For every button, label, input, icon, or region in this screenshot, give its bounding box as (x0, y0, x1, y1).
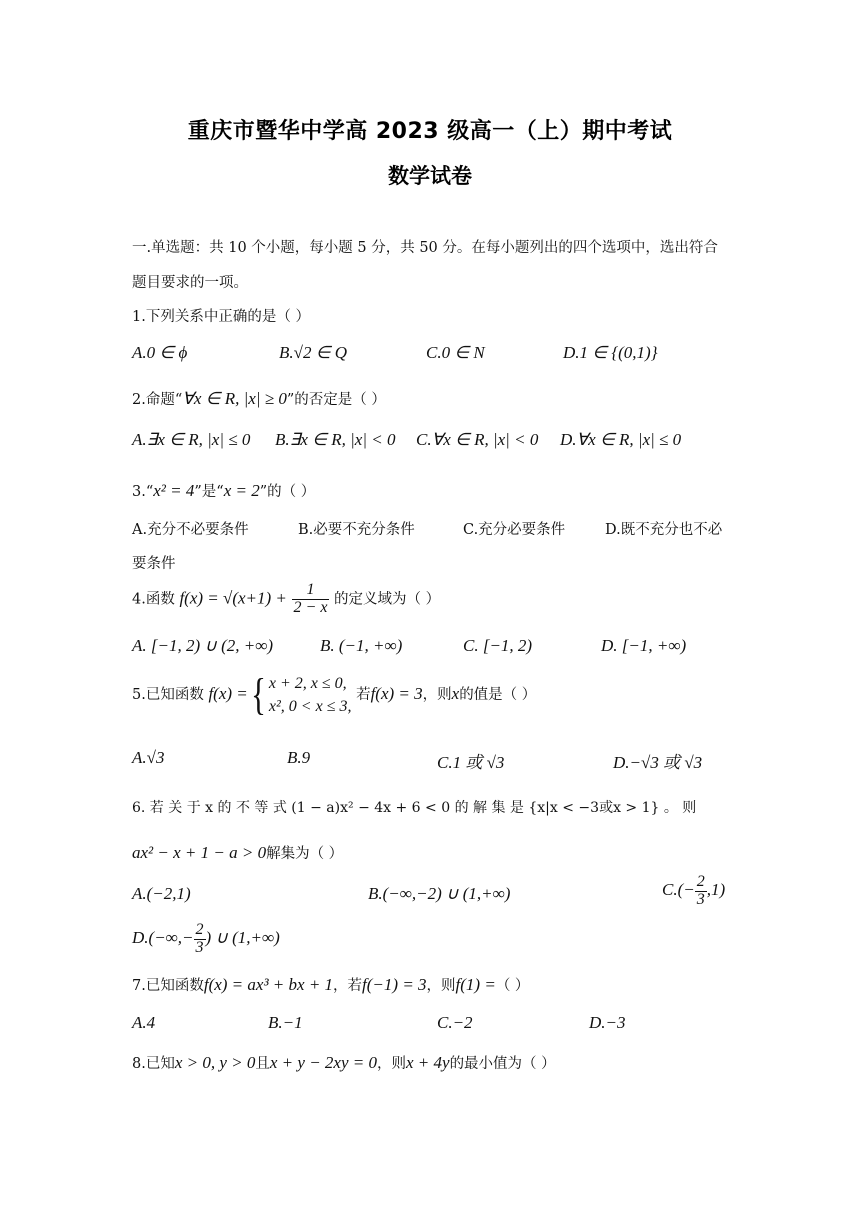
question-4-fraction-num: 1 (292, 582, 330, 600)
question-1-option-b: B.√2 ∈ Q (279, 343, 348, 362)
question-2-option-b: B.∃x ∈ R, |x| < 0 (275, 430, 396, 449)
question-6-stem-math: ax² − x + 1 − a > 0 (132, 843, 267, 862)
question-5-brace: { (250, 670, 266, 720)
question-6-option-c-den: 3 (696, 890, 705, 908)
question-6-stem-line1: 6. 若 关 于 x 的 不 等 式 (1 − a)x² − 4x + 6 < 0 的 解 集 是 {x|x < −3或x > 1} 。 则 (132, 800, 697, 816)
question-8-stem-mid2: ，则 (377, 1056, 406, 1072)
question-8-stem-math2: x + y − 2xy = 0 (269, 1053, 377, 1072)
question-6-option-c-tail: ,1) (706, 880, 726, 900)
question-8-stem-suffix: 的最小值为（ ） (449, 1056, 556, 1072)
question-4-fraction-den: 2 − x (293, 598, 328, 616)
question-5-option-c: C.1 或 √3 (437, 753, 505, 772)
question-4-stem-prefix: 4.函数 (132, 591, 175, 608)
question-5-case-1: x + 2, x ≤ 0, (268, 675, 347, 692)
question-5-stem-math3: x (451, 684, 460, 704)
question-2-stem-suffix: ”的否定是（ ） (286, 392, 386, 408)
question-8-stem-math3: x + 4y (406, 1053, 450, 1072)
question-5-stem-mid1: 若 (356, 687, 371, 704)
question-4-stem-math: f(x) = √(x+1) + (179, 588, 287, 608)
question-7-option-a: A.4 (132, 1013, 156, 1032)
question-5-stem (132, 672, 536, 718)
exam-subtitle: 数学试卷 (388, 164, 472, 188)
question-1-option-a: A.0 ∈ ϕ (132, 343, 188, 362)
question-6-option-c (662, 874, 725, 909)
question-8-stem-math: x > 0, y > 0 (174, 1053, 256, 1072)
question-7-stem-mid: ，若 (333, 978, 363, 994)
question-6-stem-suffix: 解集为（ ） (266, 846, 344, 862)
question-7-stem-math: f(x) = ax³ + bx + 1 (203, 975, 334, 994)
question-4-fraction (292, 582, 330, 617)
question-1-option-d: D.1 ∈ {(0,1)} (563, 343, 658, 362)
question-6-option-c-num: 2 (696, 873, 705, 890)
question-4-stem (132, 582, 440, 617)
question-7-stem-math2: f(−1) = 3 (362, 975, 427, 994)
question-2-option-d: D.∀x ∈ R, |x| ≤ 0 (560, 430, 682, 449)
question-3-option-d: D.既不充分也不必 (605, 522, 723, 538)
question-3-stem-math1: x² = 4 (153, 481, 195, 500)
question-6-option-d-fraction (194, 922, 206, 957)
question-5-stem-math2: f(x) = 3 (370, 684, 423, 704)
question-4-option-b: B. (−1, +∞) (320, 636, 403, 655)
question-6-option-d-den: 3 (195, 938, 204, 956)
exam-title: 重庆市暨华中学高 2023 级高一（上）期中考试 (187, 119, 673, 144)
question-6-option-d-num: 2 (195, 921, 204, 938)
question-3-option-a: A.充分不必要条件 (132, 522, 249, 538)
question-2-stem-math: ∀x ∈ R, |x| ≥ 0 (182, 389, 287, 408)
question-3-stem-prefix: 3.“ (132, 484, 154, 500)
question-6-option-c-prefix: C.(− (662, 880, 695, 900)
question-3-option-d-wrap: 要条件 (132, 556, 176, 572)
question-3-option-c: C.充分必要条件 (463, 522, 566, 538)
question-7-option-c: C.−2 (437, 1013, 473, 1032)
question-3-stem (132, 480, 315, 501)
question-8-stem-mid: 且 (255, 1056, 270, 1072)
question-5-option-b: B.9 (287, 748, 311, 767)
question-2-option-c: C.∀x ∈ R, |x| < 0 (416, 430, 539, 449)
section-instructions-line2: 题目要求的一项。 (132, 275, 248, 291)
question-1-stem: 1.下列关系中正确的是（ ） (132, 309, 310, 325)
section-instructions-line1: 一.单选题：共 10 个小题，每小题 5 分，共 50 分。在每小题列出的四个选项中，选出符合 (132, 240, 718, 256)
question-5-case-2: x², 0 < x ≤ 3, (268, 698, 352, 716)
question-6-option-c-fraction (695, 874, 707, 909)
question-7-stem-math3: f(1) = (455, 975, 496, 994)
question-6-option-a: A.(−2,1) (132, 884, 191, 903)
question-8-stem (132, 1052, 556, 1073)
question-5-stem-prefix: 5.已知函数 (132, 687, 204, 704)
question-6-stem-line2 (132, 842, 343, 863)
question-3-option-b: B.必要不充分条件 (298, 522, 415, 538)
question-1-option-c: C.0 ∈ N (426, 343, 485, 362)
question-4-option-d: D. [−1, +∞) (601, 636, 687, 655)
question-5-cases (269, 672, 352, 718)
question-2-stem-prefix: 2.命题“ (132, 392, 183, 408)
question-6-option-d-tail: ) ∪ (1,+∞) (205, 928, 280, 948)
question-5-stem-mid2: ，则 (422, 687, 452, 704)
question-6-option-b: B.(−∞,−2) ∪ (1,+∞) (368, 884, 511, 903)
question-7-stem-suffix: （ ） (495, 978, 530, 994)
question-7-stem-mid2: ，则 (426, 978, 456, 994)
question-4-option-a: A. [−1, 2) ∪ (2, +∞) (132, 636, 273, 655)
question-3-stem-math2: x = 2 (223, 481, 260, 500)
question-7-stem (132, 974, 529, 995)
question-3-stem-suffix: ”的（ ） (259, 484, 316, 500)
question-7-option-d: D.−3 (589, 1013, 626, 1032)
question-7-stem-prefix: 7.已知函数 (132, 978, 204, 994)
question-4-stem-suffix: 的定义域为（ ） (334, 591, 441, 608)
question-5-stem-math: f(x) = (208, 684, 248, 704)
question-5-option-d: D.−√3 或 √3 (613, 753, 703, 772)
question-2-option-a: A.∃x ∈ R, |x| ≤ 0 (132, 430, 251, 449)
question-3-stem-mid: ”是“ (194, 484, 224, 500)
question-5-option-a: A.√3 (132, 748, 165, 767)
question-8-stem-prefix: 8.已知 (132, 1056, 175, 1072)
question-4-option-c: C. [−1, 2) (463, 636, 533, 655)
question-6-option-d (132, 922, 280, 957)
question-6-option-d-prefix: D.(−∞,− (132, 928, 194, 948)
question-7-option-b: B.−1 (268, 1013, 303, 1032)
question-2-stem (132, 388, 386, 409)
question-5-stem-suffix: 的值是（ ） (459, 687, 537, 704)
